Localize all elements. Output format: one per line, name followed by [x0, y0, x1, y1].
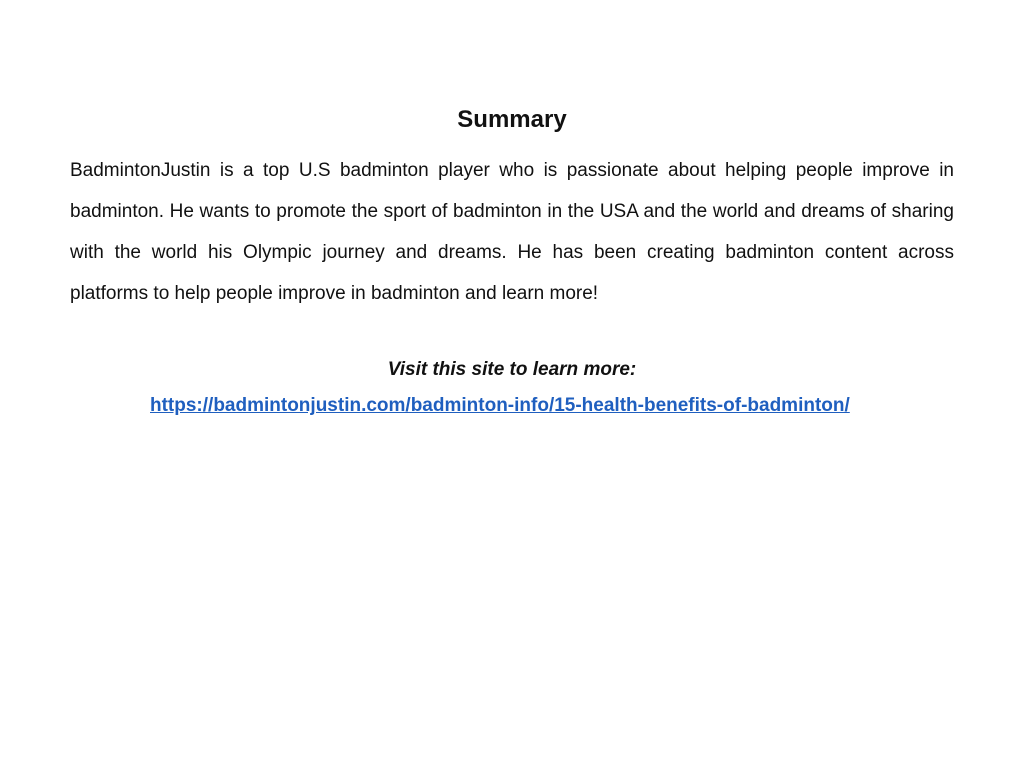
call-to-action-text: Visit this site to learn more: — [387, 359, 637, 380]
badminton-info-link[interactable]: https://badmintonjustin.com/badminton-info/15-health-benefits-of-badminton/ — [150, 395, 850, 416]
page-title: Summary — [457, 106, 567, 133]
summary-paragraph: BadmintonJustin is a top U.S badminton player who is passionate about helping people improve in badminton. He wants to promote the sport of badminton in the USA and the world and dreams of sharing with the world his Olympic journey and dreams. He has been creating badminton content across platforms to help people improve in badminton and learn more! — [70, 160, 954, 304]
